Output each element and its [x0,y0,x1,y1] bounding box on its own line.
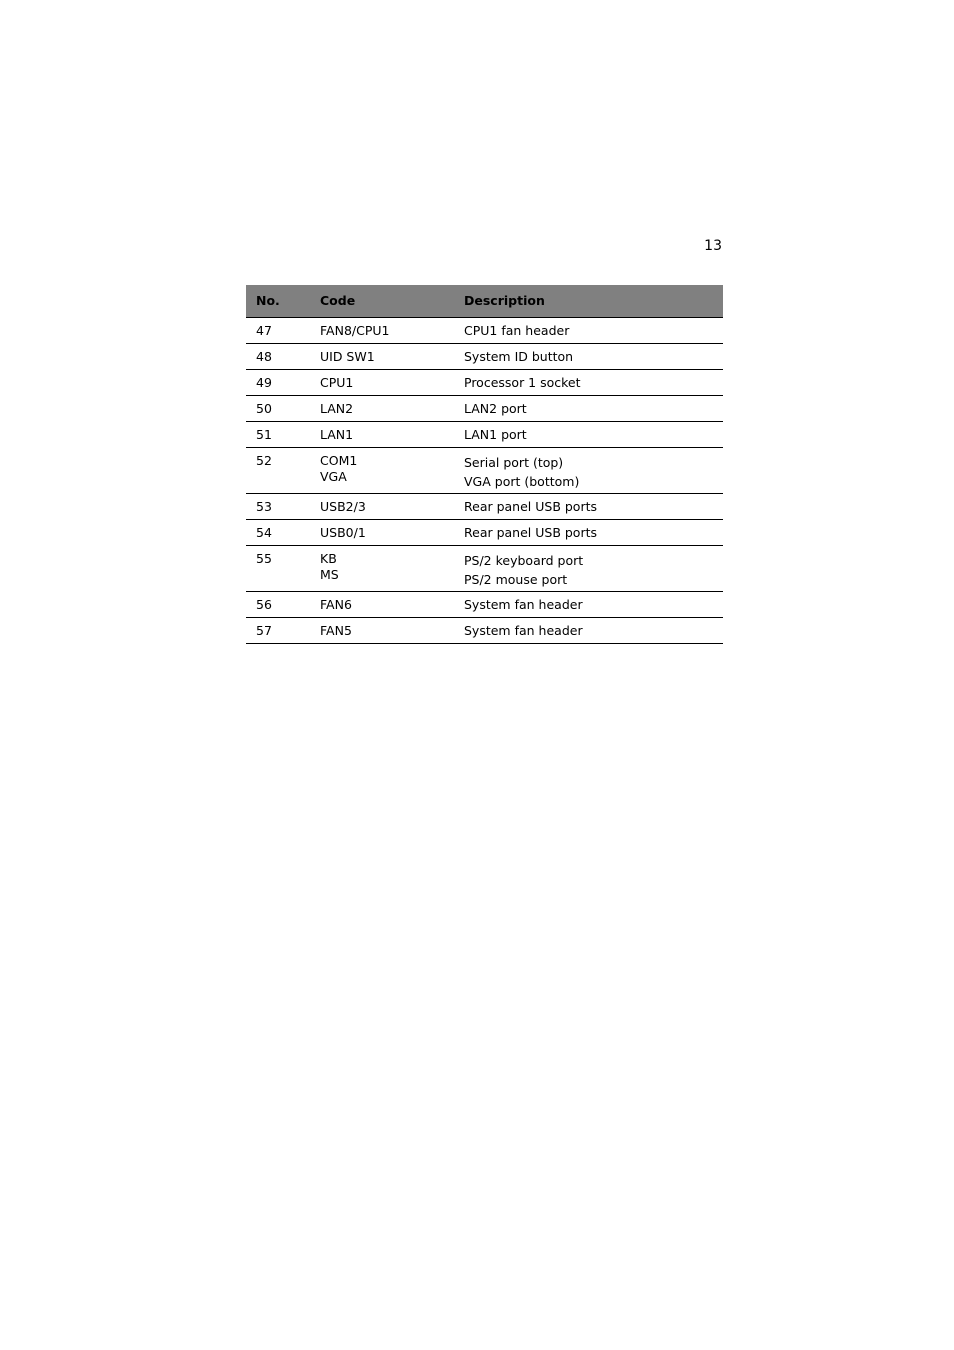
cell-code [310,447,454,493]
cell-code [310,519,454,545]
cell-no: 57 [246,617,310,643]
table-body [246,317,723,643]
header-code: Code [310,285,454,317]
description-line: LAN1 port [464,426,527,442]
table-row [246,369,723,395]
cell-no: 51 [246,421,310,447]
table-row [246,421,723,447]
header-no: No. [246,285,310,317]
cell-description [454,493,723,519]
description-line: Rear panel USB ports [464,524,598,540]
cell-no: 48 [246,343,310,369]
description-line: Serial port (top) [464,454,564,470]
cell-description [454,317,723,343]
cell-description [454,591,723,617]
cell-description [454,519,723,545]
code-line: FAN8/CPU1 [320,322,390,338]
description-line: System ID button [464,348,574,364]
description-line: System fan header [464,622,583,638]
cell-no: 53 [246,493,310,519]
cell-no: 50 [246,395,310,421]
connector-table [246,285,723,644]
cell-description [454,343,723,369]
code-line: KB [320,550,337,566]
code-line: LAN2 [320,400,354,416]
page-number: 13 [704,238,722,254]
cell-no: 56 [246,591,310,617]
cell-code [310,369,454,395]
code-line: COM1 [320,452,358,468]
table-row [246,395,723,421]
header-description: Description [454,285,723,317]
cell-code [310,421,454,447]
code-line: LAN1 [320,426,354,442]
cell-description [454,421,723,447]
cell-no: 52 [246,447,310,493]
cell-description [454,545,723,591]
cell-code [310,545,454,591]
cell-code [310,591,454,617]
cell-no: 47 [246,317,310,343]
cell-code [310,343,454,369]
cell-description [454,369,723,395]
cell-description [454,447,723,493]
table-row [246,447,723,493]
table-row [246,545,723,591]
cell-code [310,395,454,421]
code-line: MS [320,566,339,582]
description-line: Processor 1 socket [464,374,581,390]
cell-code [310,317,454,343]
cell-no: 54 [246,519,310,545]
description-line: CPU1 fan header [464,322,570,338]
cell-no: 49 [246,369,310,395]
cell-code [310,617,454,643]
code-line: CPU1 [320,374,354,390]
cell-description [454,617,723,643]
cell-no: 55 [246,545,310,591]
description-line: PS/2 keyboard port [464,552,584,568]
cell-description [454,395,723,421]
table-row [246,519,723,545]
description-line: PS/2 mouse port [464,571,568,587]
table-row [246,493,723,519]
table-header-row [246,285,723,317]
cell-code [310,493,454,519]
description-line: System fan header [464,596,583,612]
code-line: FAN6 [320,596,352,612]
table-row [246,317,723,343]
code-line: FAN5 [320,622,352,638]
table-row [246,591,723,617]
description-line: Rear panel USB ports [464,498,598,514]
table-row [246,617,723,643]
code-line: UID SW1 [320,348,375,364]
code-line: USB2/3 [320,498,366,514]
code-line: USB0/1 [320,524,366,540]
description-line: VGA port (bottom) [464,473,580,489]
code-line: VGA [320,468,347,484]
description-line: LAN2 port [464,400,527,416]
table-row [246,343,723,369]
